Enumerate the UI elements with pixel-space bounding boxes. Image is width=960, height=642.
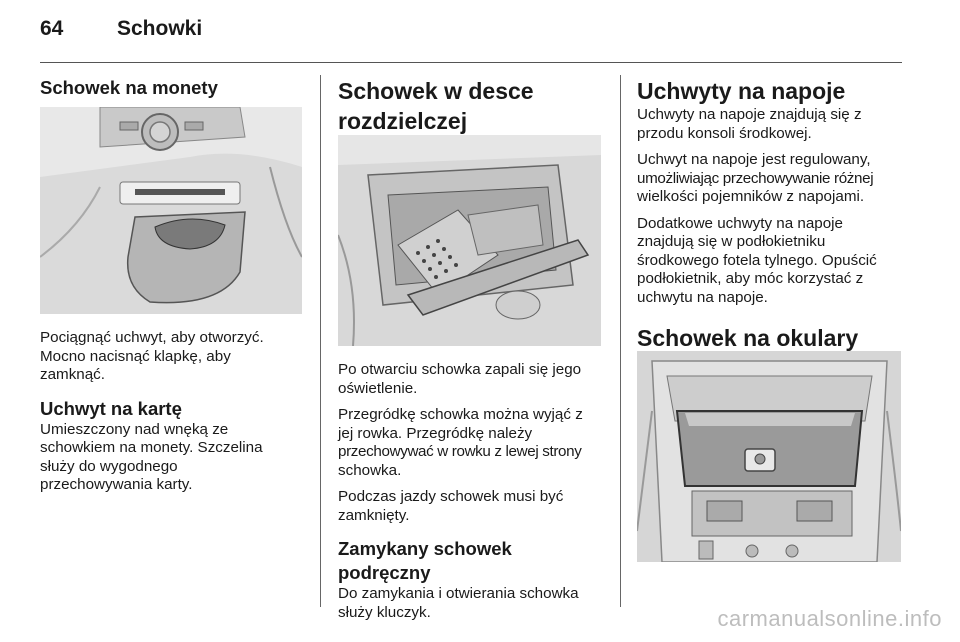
lockable-para-line: służy kluczyk. [338, 603, 431, 621]
watermark: carmanualsonline.info [717, 606, 942, 631]
heading-glovebox-line: rozdzielczej [338, 108, 468, 134]
running-title: Schowki [117, 17, 203, 40]
heading-lockable-glovebox: Zamykany schowek podręczny [338, 538, 512, 583]
column-1-text [40, 329, 305, 495]
lockable-para-line: Do zamykania i otwierania schowka [338, 585, 579, 602]
column-divider-2 [620, 75, 621, 607]
page-number: 64 [40, 17, 64, 40]
glovebox-para-line: Podczas jazdy schowek musi być [338, 488, 564, 505]
sunglasses-holder-illustration [637, 351, 901, 562]
coin-holder-illustration [40, 107, 302, 314]
column-2-text [338, 361, 608, 622]
cupholders-para-line: Uchwyty na napoje znajdują się z [637, 106, 862, 123]
cupholders-para-line: przodu konsoli środkowej. [637, 124, 812, 142]
coin-holder-para-line: Mocno nacisnąć klapkę, aby [40, 347, 231, 365]
cupholders-para-line: Dodatkowe uchwyty na napoje [637, 214, 844, 232]
column-3 [637, 76, 905, 353]
glovebox-para-line: Po otwarciu schowka zapali się jego [338, 361, 582, 378]
heading-cupholders: Uchwyty na napoje [637, 78, 846, 104]
glovebox-para-line: zamknięty. [338, 506, 410, 524]
header-rule [40, 62, 902, 63]
cupholders-para-line: wielkości pojemników z napojami. [637, 188, 865, 205]
card-holder-para-line: schowkiem na monety. Szczelina [40, 439, 263, 456]
cupholders-para-line: podłokietnik, aby móc korzystać z [637, 270, 864, 287]
cupholders-para-line: uchwytu na napoje. [637, 288, 768, 306]
glovebox-para-line: oświetlenie. [338, 379, 418, 397]
card-holder-para-line: Umieszczony nad wnęką ze [40, 420, 229, 438]
cupholders-para-line: znajdują się w podłokietniku [637, 233, 826, 250]
column-divider-1 [320, 75, 321, 607]
heading-coin-holder: Schowek na monety [40, 77, 218, 98]
column-1 [40, 76, 305, 100]
column-2 [338, 76, 606, 136]
cupholders-para-line: Uchwyt na napoje jest regulowany, [637, 151, 871, 168]
coin-holder-para-line: Pociągnąć uchwyt, aby otworzyć. [40, 329, 264, 346]
glovebox-para-line: jej rowka. Przegródkę należy [338, 424, 533, 442]
glovebox-para-line: przechowywać w rowku z lewej strony [338, 443, 582, 460]
cupholders-para-line: umożliwiając przechowywanie różnej [637, 169, 874, 187]
heading-card-holder: Uchwyt na kartę [40, 397, 182, 419]
glovebox-illustration [338, 135, 601, 346]
heading-sunglasses-holder: Schowek na okulary [637, 325, 859, 351]
glovebox-para-line: schowka. [338, 461, 402, 479]
cupholders-para-line: środkowego fotela tylnego. Opuścić [637, 251, 877, 269]
card-holder-para-line: służy do wygodnego [40, 457, 178, 475]
coin-holder-para-line: zamknąć. [40, 366, 105, 383]
heading-glovebox-line: Schowek w desce [338, 78, 534, 104]
glovebox-para-line: Przegródkę schowka można wyjąć z [338, 406, 583, 423]
card-holder-para-line: przechowywania karty. [40, 476, 193, 493]
